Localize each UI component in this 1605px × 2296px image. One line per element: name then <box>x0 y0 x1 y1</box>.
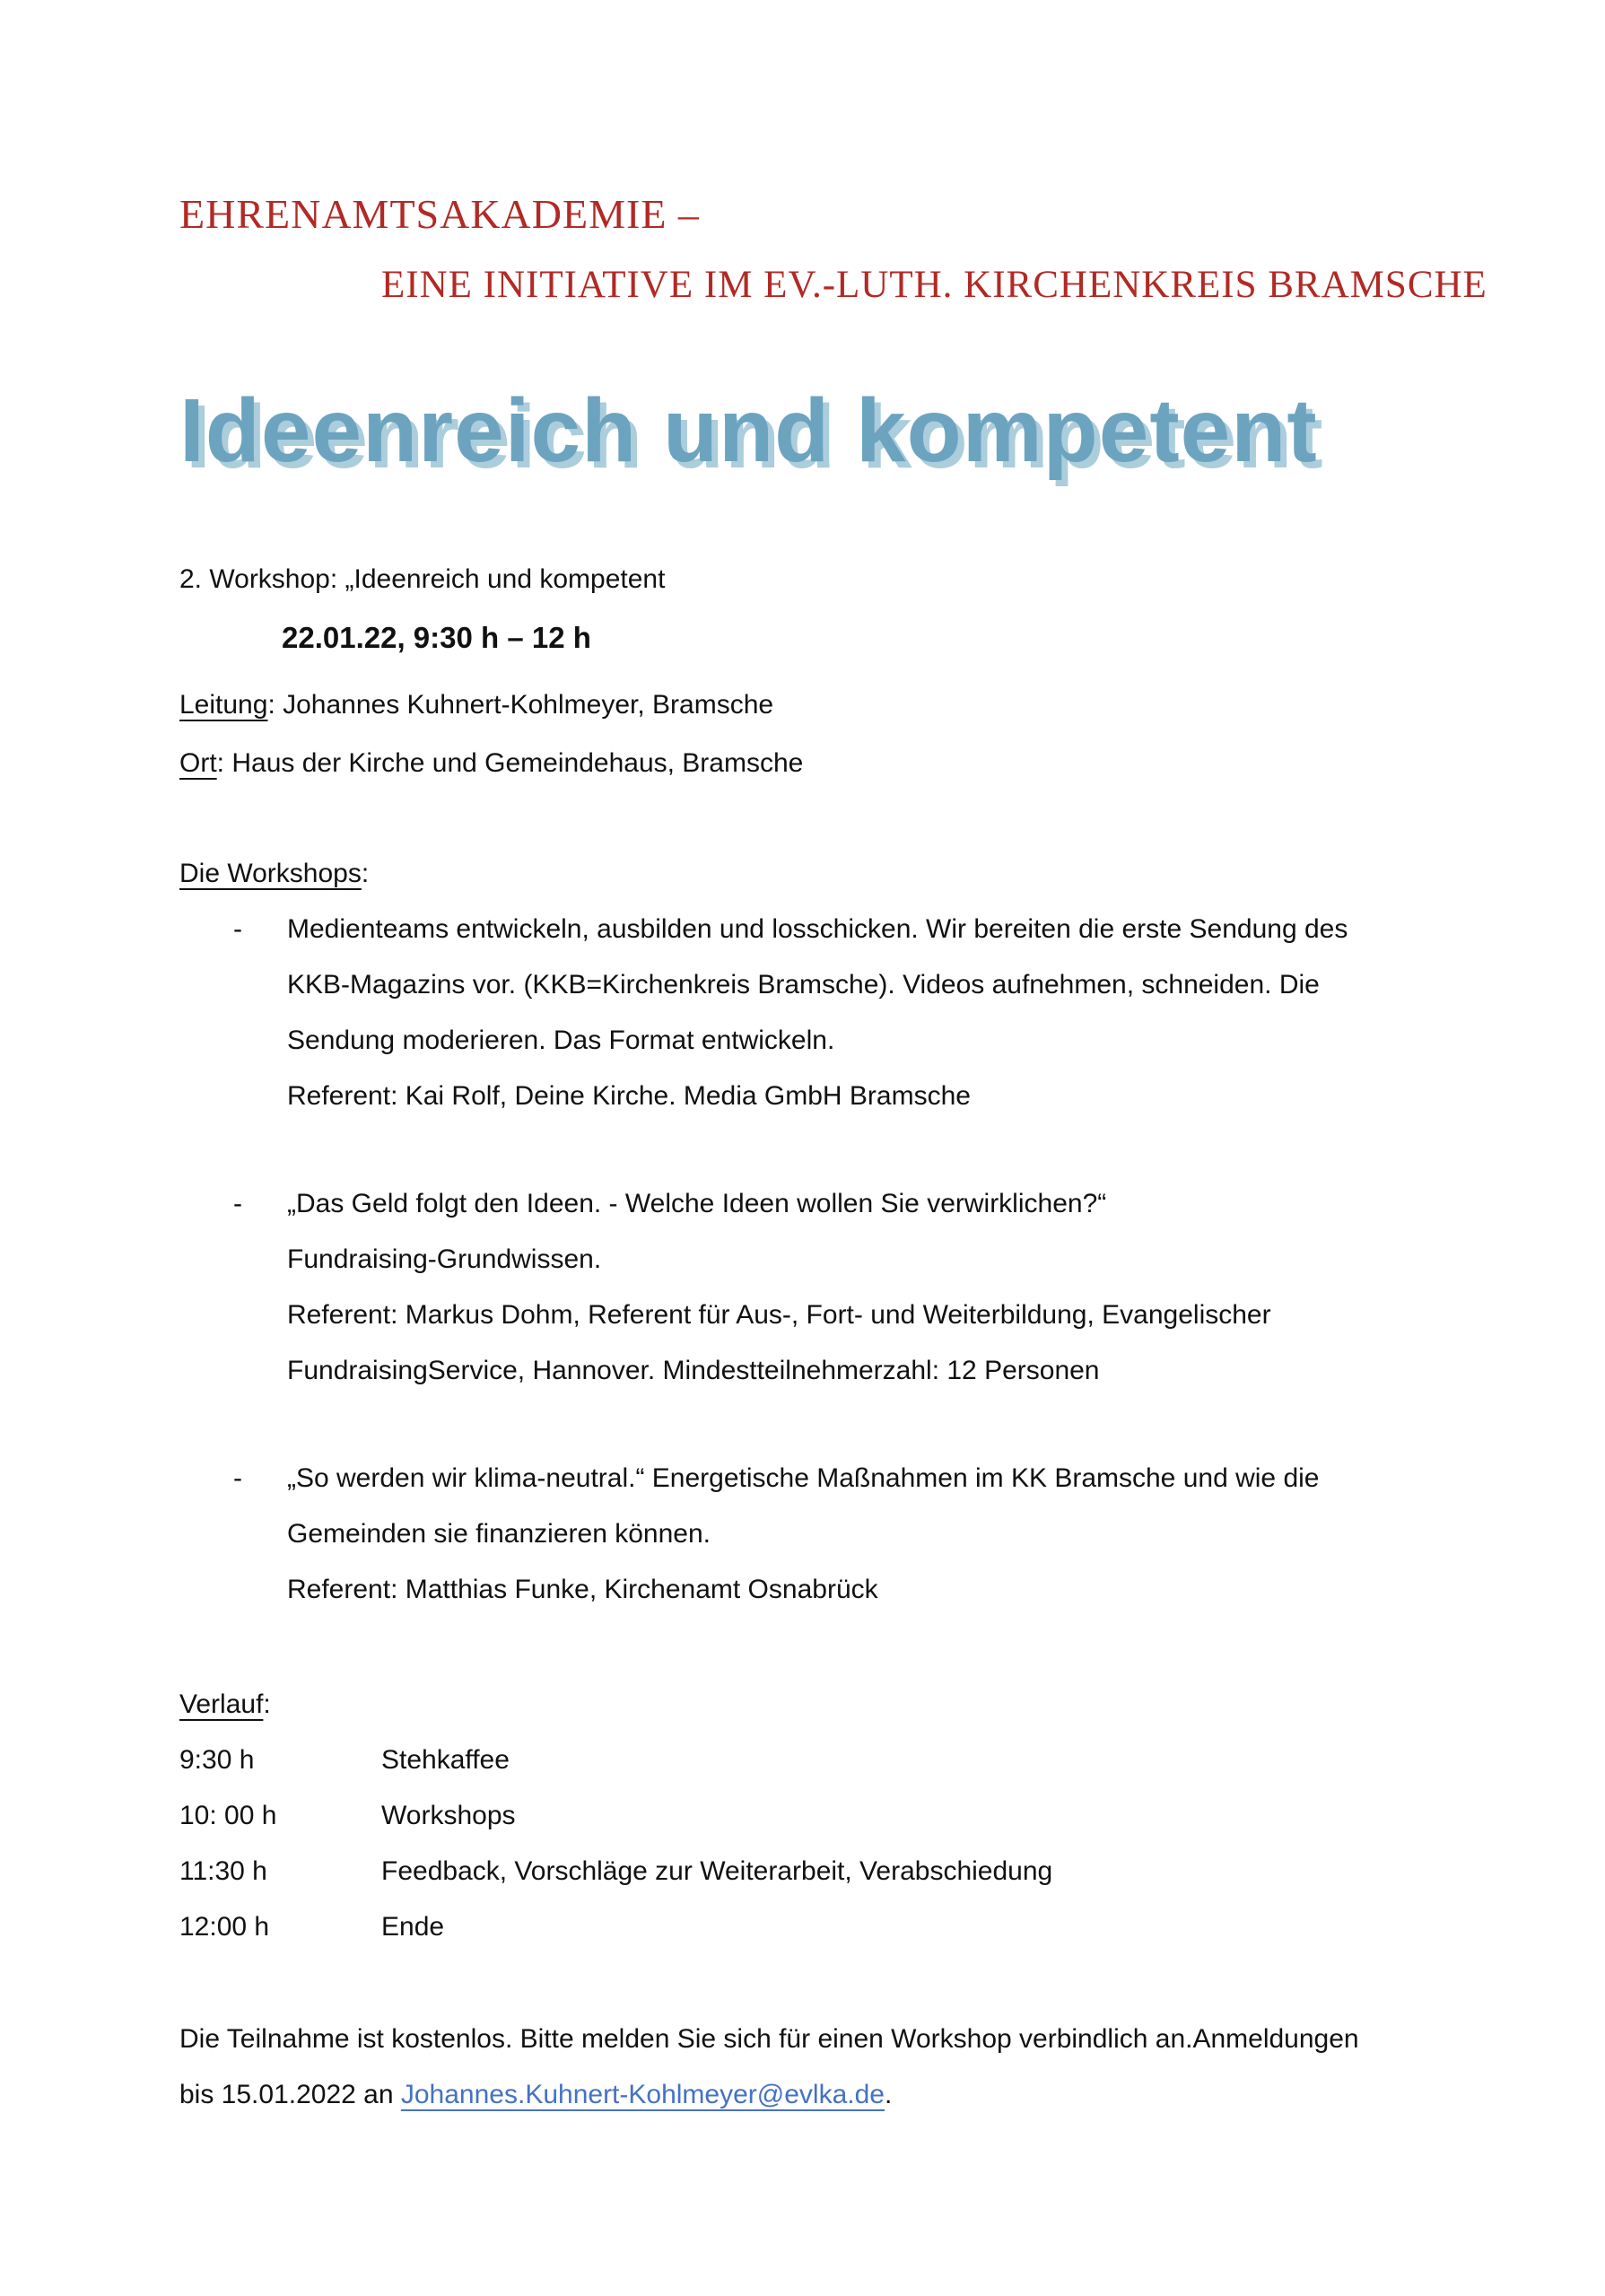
schedule-desc: Feedback, Vorschläge zur Weiterarbeit, Verabschiedung <box>381 1856 1053 1886</box>
workshop-item-line: Medienteams entwickeln, ausbilden und losschicken. Wir bereiten die erste Sendung des <box>287 914 1348 944</box>
schedule-row <box>179 1788 1452 1844</box>
ort-label: Ort <box>179 748 217 778</box>
workshop-item-line: Gemeinden sie finanzieren können. <box>287 1519 711 1549</box>
schedule-desc: Ende <box>381 1912 445 1942</box>
page-title: Ideenreich und kompetent <box>179 380 1318 481</box>
ort-line <box>179 736 1452 791</box>
workshop-item-line: „Das Geld folgt den Ideen. - Welche Ideen wollen Sie verwirklichen?“ <box>287 1189 1107 1218</box>
workshops-heading-colon: : <box>361 859 370 888</box>
registration-line2-prefix: bis 15.01.2022 an <box>179 2080 401 2109</box>
leitung-value: : Johannes Kuhnert-Kohlmeyer, Bramsche <box>267 690 774 720</box>
registration-paragraph <box>179 2012 1452 2123</box>
workshop-item-2-text <box>287 1176 1452 1399</box>
registration-line2-suffix: . <box>884 2080 893 2109</box>
org-header-line2: EINE INITIATIVE IM EV.-LUTH. KIRCHENKREIS BRAMSCHE <box>381 264 1487 306</box>
ort-value: : Haus der Kirche und Gemeindehaus, Bramsche <box>216 748 804 778</box>
workshop-item-line: KKB-Magazins vor. (KKB=Kirchenkreis Bramsche). Videos aufnehmen, schneiden. Die <box>287 970 1320 1000</box>
workshop-item-2 <box>179 1176 1452 1399</box>
leitung-line <box>179 677 1452 733</box>
bullet-dash-icon: - <box>233 914 242 944</box>
workshops-heading-label: Die Workshops <box>179 859 362 888</box>
workshop-date-line: 22.01.22, 9:30 h – 12 h <box>282 621 591 654</box>
workshop-number-line: 2. Workshop: „Ideenreich und kompetent <box>179 564 666 594</box>
registration-line1: Die Teilnahme ist kostenlos. Bitte melden Sie sich für einen Workshop verbindlich an.Anmeldungen <box>179 2024 1359 2054</box>
workshops-heading <box>179 846 1452 902</box>
schedule-row <box>179 1844 1452 1899</box>
schedule-row <box>179 1733 1452 1788</box>
email-link[interactable]: Johannes.Kuhnert-Kohlmeyer@evlka.de <box>400 2080 885 2109</box>
verlauf-heading-colon: : <box>263 1689 271 1719</box>
registration-line2 <box>179 2067 1452 2123</box>
org-header-line1: EHRENAMTSAKADEMIE – <box>179 191 700 237</box>
workshop-item-line: Referent: Matthias Funke, Kirchenamt Osnabrück <box>287 1575 878 1604</box>
schedule-row <box>179 1899 1452 1955</box>
leitung-label: Leitung <box>179 690 268 720</box>
workshop-item-1-text <box>287 902 1452 1124</box>
schedule-time: 9:30 h <box>179 1745 255 1775</box>
workshop-item-line: Referent: Markus Dohm, Referent für Aus-, Fort- und Weiterbildung, Evangelischer <box>287 1300 1271 1330</box>
schedule-time: 12:00 h <box>179 1912 270 1942</box>
workshop-item-line: Referent: Kai Rolf, Deine Kirche. Media GmbH Bramsche <box>287 1081 971 1111</box>
verlauf-heading <box>179 1677 1452 1733</box>
workshop-item-3-text <box>287 1451 1452 1618</box>
schedule-desc: Stehkaffee <box>381 1745 510 1775</box>
workshop-item-line: Sendung moderieren. Das Format entwickeln. <box>287 1026 835 1055</box>
verlauf-heading-label: Verlauf <box>179 1689 264 1719</box>
workshop-item-3 <box>179 1451 1452 1618</box>
workshop-item-line: Fundraising-Grundwissen. <box>287 1244 602 1274</box>
workshop-item-1 <box>179 902 1452 1124</box>
schedule-desc: Workshops <box>381 1801 516 1830</box>
schedule-time: 10: 00 h <box>179 1801 277 1830</box>
workshop-item-line: „So werden wir klima-neutral.“ Energetische Maßnahmen im KK Bramsche und wie die <box>287 1463 1320 1493</box>
bullet-dash-icon: - <box>233 1463 242 1493</box>
schedule-time: 11:30 h <box>179 1856 267 1886</box>
workshop-item-line: FundraisingService, Hannover. Mindestteilnehmerzahl: 12 Personen <box>287 1356 1100 1385</box>
bullet-dash-icon: - <box>233 1189 242 1218</box>
